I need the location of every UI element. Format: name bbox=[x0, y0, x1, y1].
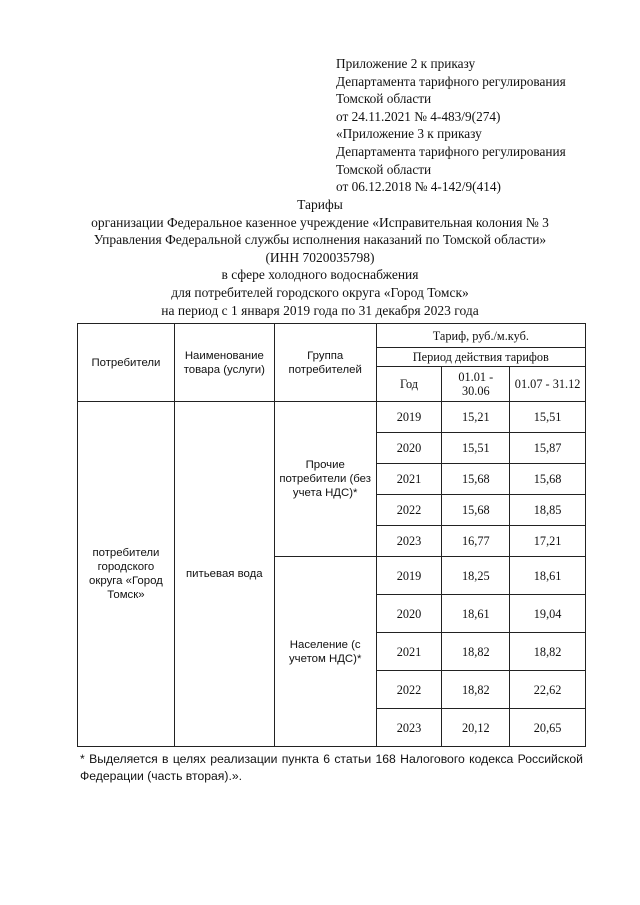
year-cell: 2019 bbox=[376, 557, 442, 595]
goods-cell: питьевая вода bbox=[174, 402, 274, 747]
appendix-line: Томской области bbox=[336, 161, 432, 177]
header-half2: 01.07 - 31.12 bbox=[510, 367, 586, 402]
tariff-cell: 18,61 bbox=[510, 557, 586, 595]
tariff-cell: 17,21 bbox=[510, 526, 586, 557]
year-cell: 2020 bbox=[376, 433, 442, 464]
appendix-line: Приложение 2 к приказу bbox=[336, 56, 476, 71]
year-cell: 2019 bbox=[376, 402, 442, 433]
group-cell: Население (с учетом НДС)* bbox=[274, 557, 376, 747]
tariff-cell: 15,87 bbox=[510, 433, 586, 464]
title-line: (ИНН 7020035798) bbox=[265, 249, 375, 265]
tariff-cell: 18,82 bbox=[442, 671, 510, 709]
appendix-block bbox=[336, 55, 566, 196]
document-title bbox=[60, 196, 580, 319]
tariff-cell: 15,51 bbox=[510, 402, 586, 433]
title-line: на период с 1 января 2019 года по 31 декабря 2023 года bbox=[161, 302, 479, 318]
title-line: Тарифы bbox=[297, 197, 343, 212]
year-cell: 2021 bbox=[376, 464, 442, 495]
tariff-table bbox=[77, 323, 586, 747]
footnote: * Выделяется в целях реализации пункта 6 статьи 168 Налогового кодекса Российской Федерации (часть вторая).». bbox=[80, 752, 583, 783]
year-cell: 2023 bbox=[376, 709, 442, 747]
header-tariff: Тариф, руб./м.куб. bbox=[376, 324, 585, 348]
consumer-cell: потребители городского округа «Город Томск» bbox=[78, 402, 175, 747]
appendix-line: от 06.12.2018 № 4-142/9(414) bbox=[336, 179, 501, 195]
group-cell: Прочие потребители (без учета НДС)* bbox=[274, 402, 376, 557]
title-line: в сфере холодного водоснабжения bbox=[221, 267, 419, 283]
title-line: Управления Федеральной службы исполнения наказаний по Томской области» bbox=[93, 232, 547, 248]
header-consumers: Потребители bbox=[78, 324, 175, 402]
header-half1: 01.01 - 30.06 bbox=[442, 367, 510, 402]
tariff-cell: 19,04 bbox=[510, 595, 586, 633]
tariff-cell: 20,65 bbox=[510, 709, 586, 747]
table-row bbox=[78, 402, 586, 433]
header-year: Год bbox=[376, 367, 442, 402]
tariff-cell: 15,21 bbox=[442, 402, 510, 433]
year-cell: 2021 bbox=[376, 633, 442, 671]
tariff-cell: 18,85 bbox=[510, 495, 586, 526]
appendix-line: Департамента тарифного регулирования bbox=[336, 143, 566, 159]
year-cell: 2020 bbox=[376, 595, 442, 633]
appendix-line: «Приложение 3 к приказу bbox=[336, 126, 482, 142]
tariff-cell: 18,61 bbox=[442, 595, 510, 633]
header-period: Период действия тарифов bbox=[376, 348, 585, 367]
tariff-cell: 18,82 bbox=[442, 633, 510, 671]
appendix-line: Томской области bbox=[336, 91, 432, 107]
tariff-cell: 22,62 bbox=[510, 671, 586, 709]
year-cell: 2022 bbox=[376, 671, 442, 709]
tariff-cell: 18,25 bbox=[442, 557, 510, 595]
appendix-line: Департамента тарифного регулирования bbox=[336, 73, 566, 89]
tariff-cell: 15,51 bbox=[442, 433, 510, 464]
tariff-cell: 15,68 bbox=[442, 464, 510, 495]
title-line: организации Федеральное казенное учреждение «Исправительная колония № 3 bbox=[91, 214, 549, 230]
header-group: Группа потребителей bbox=[274, 324, 376, 402]
tariff-cell: 18,82 bbox=[510, 633, 586, 671]
tariff-cell: 16,77 bbox=[442, 526, 510, 557]
tariff-cell: 15,68 bbox=[442, 495, 510, 526]
year-cell: 2022 bbox=[376, 495, 442, 526]
header-goods: Наименование товара (услуги) bbox=[174, 324, 274, 402]
title-line: для потребителей городского округа «Город Томск» bbox=[171, 284, 469, 300]
year-cell: 2023 bbox=[376, 526, 442, 557]
appendix-line: от 24.11.2021 № 4-483/9(274) bbox=[336, 108, 501, 124]
tariff-cell: 20,12 bbox=[442, 709, 510, 747]
tariff-cell: 15,68 bbox=[510, 464, 586, 495]
